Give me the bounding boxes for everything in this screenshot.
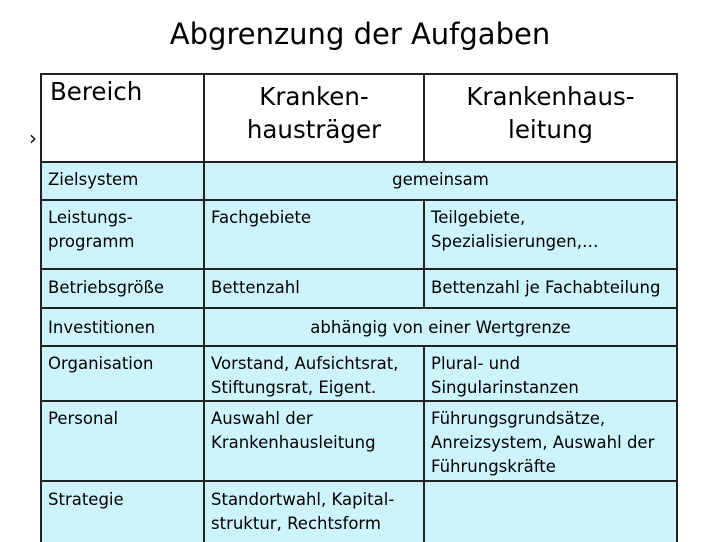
row-area-personal: Personal (48, 409, 119, 428)
grid-line-h3 (42, 268, 676, 270)
slide-title: Abgrenzung der Aufgaben (169, 17, 551, 51)
row-area-investitionen: Investitionen (48, 318, 156, 337)
row-leitung-betriebsgroesse: Bettenzahl je Fachabteilung (431, 278, 661, 297)
grid-line-h6 (42, 400, 676, 402)
header-area-label: Bereich (50, 77, 143, 106)
row-area-leistungsprogramm (42, 206, 203, 254)
grid-line-h1 (42, 161, 676, 163)
row-leitung-organisation-line1: Plural- und (431, 354, 521, 373)
header-cell-area (42, 75, 203, 161)
row-traeger-leistungsprogramm: Fachgebiete (211, 208, 312, 227)
grid-line-h5 (42, 345, 676, 347)
row-traeger-organisation-line2: Stiftungsrat, Eigent. (211, 378, 377, 397)
row-leitung-leistungsprogramm (425, 206, 676, 254)
row-leitung-personal-line1: Führungsgrundsätze, (431, 409, 606, 428)
grid-line-v2-mid (423, 199, 425, 307)
grid-line-h4 (42, 307, 676, 309)
row-leitung-organisation (425, 352, 676, 400)
row-traeger-personal (205, 407, 423, 455)
row-area-strategie: Strategie (48, 490, 124, 509)
row-leitung-personal-line3: Führungskräfte (431, 457, 556, 476)
row-area-organisation: Organisation (48, 354, 154, 373)
row-leitung-personal (425, 407, 676, 479)
row-shared-investitionen: abhängig von einer Wertgrenze (310, 318, 571, 337)
row-traeger-organisation (205, 352, 423, 400)
header-leitung-line1: Krankenhaus- (466, 82, 635, 111)
header-cell-leitung (425, 75, 676, 161)
row-leitung-leistungsprogramm-line1: Teilgebiete, (431, 208, 526, 227)
header-traeger-line1: Kranken- (259, 82, 369, 111)
row-leitung-organisation-line2: Singularinstanzen (431, 378, 579, 397)
row-area-leistungsprogramm-line1: Leistungs- (48, 208, 133, 227)
row-area-betriebsgroesse: Betriebsgröße (48, 278, 165, 297)
grid-line-h2 (42, 199, 676, 201)
row-traeger-strategie-line1: Standortwahl, Kapital- (211, 490, 395, 509)
row-leitung-leistungsprogramm-line2: Spezialisierungen,… (431, 232, 599, 251)
row-traeger-strategie-line2: struktur, Rechtsform (211, 514, 382, 533)
grid-line-h7 (42, 480, 676, 482)
row-leitung-personal-line2: Anreizsystem, Auswahl der (431, 433, 655, 452)
row-traeger-personal-line2: Krankenhausleitung (211, 433, 376, 452)
bullet-marker: › (29, 126, 37, 150)
row-area-zielsystem: Zielsystem (48, 170, 139, 189)
row-traeger-betriebsgroesse: Bettenzahl (211, 278, 300, 297)
responsibility-table (40, 73, 678, 542)
row-traeger-personal-line1: Auswahl der (211, 409, 313, 428)
grid-line-v2-bottom (423, 345, 425, 542)
row-traeger-strategie (205, 488, 423, 536)
header-leitung-line2: leitung (508, 115, 593, 144)
row-traeger-organisation-line1: Vorstand, Aufsichtsrat, (211, 354, 399, 373)
header-traeger-line2: hausträger (246, 115, 382, 144)
row-area-leistungsprogramm-line2: programm (48, 232, 135, 251)
grid-line-v1 (203, 75, 205, 542)
grid-line-v2-top (423, 75, 425, 161)
header-cell-traeger (205, 75, 423, 161)
row-shared-zielsystem: gemeinsam (392, 170, 489, 189)
